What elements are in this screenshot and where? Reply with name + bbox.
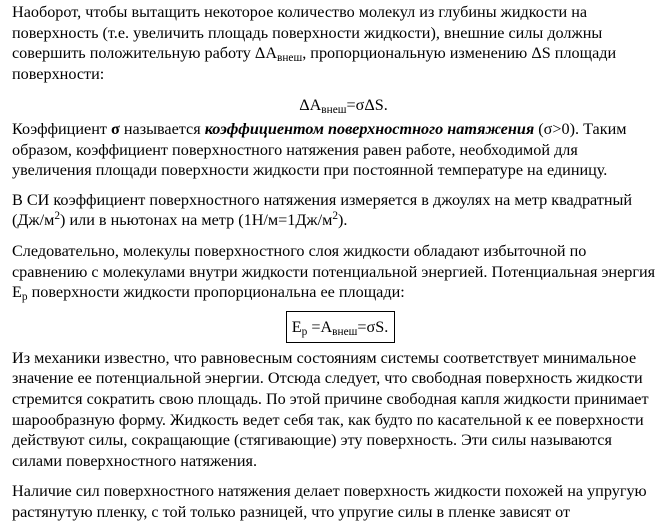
superscript: 2 (332, 210, 338, 223)
text-segment: Наличие сил поверхностного натяжения делает поверхность жидкости похожей на упругую растянутую пленку, с той только разницей, что упругие силы в пленке зависят от (12, 482, 647, 521)
superscript: 2 (54, 210, 61, 223)
text-segment: Следовательно, молекулы поверхностного слоя жидкости обладают избыточной по сравнению с молекулами внутри жидкости потенциальной энергией. Потенциальная энергия E (12, 241, 656, 302)
text-segment: Коэффициент (12, 119, 111, 138)
sigma-symbol: σ (110, 119, 120, 138)
equation-middle: =A (307, 317, 333, 336)
paragraph-potential-energy (12, 241, 657, 303)
subscript: внеш (277, 52, 303, 65)
equation-symbol: E (291, 317, 302, 336)
equation-lhs: ΔA (299, 96, 322, 115)
equation-energy-boxed (286, 311, 396, 343)
text-segment: поверхности жидкости пропорциональна ее площади: (27, 283, 405, 302)
equation-subscript: внеш (332, 325, 358, 338)
text-segment: ). (338, 211, 348, 230)
equation-work (12, 95, 657, 116)
text-segment: Наоборот, чтобы вытащить некоторое количество молекул из глубины жидкости на поверхность (т.е. увеличить площадь поверхности жидкости), внешние силы должны совершить положительную работу ΔA (12, 3, 603, 63)
text-segment: В СИ коэффициент поверхностного натяжения измеряется в джоулях на метр квадратный (Дж/м (12, 190, 633, 230)
text-segment: Из механики известно, что равновесным состояниям системы соответствует минимальное значение ее потенциальной энергии. Отсюда следует, что свободная поверхность жидкости стремится сократить свою площадь. По этой причине свободная капля жидкости принимает шарообразную форму. Жидкость ведет себя так, как будто по касательной к ее поверхности действуют силы, сокращающие (стягивающие) эту поверхность. Эти силы называются силами поверхностного натяжения. (12, 348, 649, 470)
equation-rhs: =σS. (357, 317, 389, 336)
equation-rhs: =σΔS. (346, 96, 388, 115)
document-page (12, 0, 657, 522)
paragraph-coefficient-definition (12, 119, 657, 181)
equation-subscript: внеш (321, 104, 347, 117)
text-segment: ) или в ньютонах на метр (1Н/м=1Дж/м (60, 211, 333, 230)
paragraph-external-work (12, 2, 657, 84)
text-segment: называется (119, 119, 205, 138)
paragraph-si-units (12, 190, 657, 231)
text-segment: , пропорциональную изменению ΔS площади поверхности: (12, 44, 617, 83)
defined-term: коэффициентом поверхностного натяжения (204, 119, 535, 138)
equation-subscript: p (301, 325, 308, 338)
paragraph-minimum-energy (12, 348, 657, 472)
text-segment: (σ>0). Таким образом, коэффициент поверхностного натяжения равен работе, необходимой для увеличения площади поверхности жидкости при постоянной температуре на единицу. (12, 119, 627, 180)
paragraph-elastic-film (12, 481, 657, 522)
equation-energy-container (12, 311, 657, 345)
subscript: p (21, 291, 28, 304)
